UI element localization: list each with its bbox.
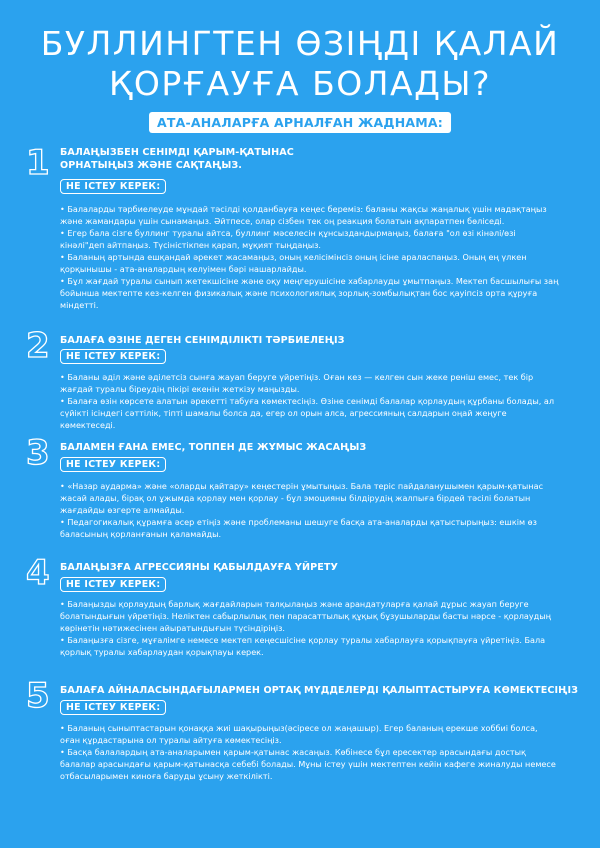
section-heading-line-1: БАЛАҒА ӨЗІНЕ ДЕГЕН СЕНІМДІЛІКТІ ТӘРБИЕЛЕҢІЗ bbox=[60, 335, 345, 346]
what-to-do-tag: НЕ ІСТЕУ КЕРЕК: bbox=[60, 349, 166, 364]
section-heading-line-1: БАЛАҢЫЗҒА АГРЕССИЯНЫ ҚАБЫЛДАУҒА ҮЙРЕТУ bbox=[60, 562, 339, 573]
page-title-line-2: ҚОРҒАУҒА БОЛАДЫ? bbox=[108, 64, 491, 103]
section-heading-line-2: ОРНАТЫҢЫЗ ЖӘНЕ САҚТАҢЫЗ. bbox=[60, 160, 243, 171]
section-heading bbox=[60, 561, 580, 574]
bullet-item: • Бұл жағдай туралы сынып жетекшісіне және оқу меңгерушісіне хабарлауды ұмытпаңыз. Мектеп басшылығы заң бойынша мектепте кез-келген физикалық және психологиялық зорлық-зомбылықтан бос қауіпсіз орта құруға міндетті. bbox=[60, 276, 559, 310]
bullet-item: • Балаға өзін көрсете алатын әрекетті табуға көмектесіңіз. Өзіне сенімді балалар қорлаудың құрбаны болады, ал сүйікті ісіндегі сәттілік, тіпті шамалы болса да, егер ол орын алса, агрессияның салдарын оңай жеңуге көмектеседі. bbox=[60, 396, 555, 430]
bullet-item: • «Назар аударма» және «оларды қайтару» кеңестерін ұмытыңыз. Бала теріс пайдаланушымен қарым-қатынас жасай алады, бірақ ол ұжымда қорлау мен қорлау - бұл эмоцияны білдірудің жалпыға бірдей тәсілі болатын жағдайды өзгерте алмайды. bbox=[60, 481, 544, 515]
bullet-item: • Балаларды тәрбиелеуде мұндай тәсілді қолданбауға кеңес береміз: баланы жақсы жаңалық үшін мадақтаңыз және жамандары үшін сынамаңыз. Әйтпесе, олар сізбен тек оң реакция болатын ақпаратпен бөліседі. bbox=[60, 204, 547, 226]
section-number: 3 bbox=[26, 433, 50, 473]
bullet-item: • Балаңызды қорлаудың барлық жағдайларын талқылаңыз және арандатуларға қалай дұрыс жауап беруге болатындығын үйретіңіз. Неліктен сабырлылық пен парасаттылық құқық бұзушыларды басты нәрсе - қорлаудың көрінетін нәтижесінен айыратындығын түсіндіріңіз. bbox=[60, 599, 551, 633]
section-heading-line-1: БАЛАҢЫЗБЕН СЕНІМДІ ҚАРЫМ-ҚАТЫНАС bbox=[60, 147, 294, 158]
section-heading bbox=[60, 334, 580, 347]
section-number: 1 bbox=[26, 143, 50, 183]
page-title-line-1: БУЛЛИНГТЕН ӨЗІҢДІ ҚАЛАЙ bbox=[40, 24, 560, 63]
page-title bbox=[0, 24, 600, 104]
section-body bbox=[60, 722, 560, 782]
section-body bbox=[60, 203, 560, 311]
bullet-item: • Баланы әділ және әділетсіз сынға жауап беруге үйретіңіз. Оған кез — келген сын жеке реніш емес, тек бір жағдай туралы біреудің пікірі екенін жеткізу маңызды. bbox=[60, 372, 534, 394]
bullet-item: • Баланың артында ешқандай әрекет жасамаңыз, оның келісімінсіз оның ісіне араласпаңыз. Оның ең үлкен қорқынышы - ата-аналардың келуімен бәрі нашарлайды. bbox=[60, 252, 527, 274]
bullet-item: • Егер бала сізге буллинг туралы айтса, буллинг мәселесін құнсыздандырмаңыз, балаға "ол өзі кінәлі/өзі кінәлі"деп айтпаңыз. Түсіністікпен қарап, мұқият тыңдаңыз. bbox=[60, 228, 516, 250]
section-number: 4 bbox=[26, 553, 50, 593]
bullet-item: • Педагогикалық құрамға әсер етіңіз және проблеманы шешуге басқа ата-аналарды қатыстырыңыз: ешкім өз баласының қорланғанын қаламайды. bbox=[60, 517, 537, 539]
section-body bbox=[60, 598, 560, 658]
section-heading-line-1: БАЛАҒА АЙНАЛАСЫНДАҒЫЛАРМЕН ОРТАҚ МҮДДЕЛЕРДІ ҚАЛЫПТАСТЫРУҒА КӨМЕКТЕСІҢІЗ bbox=[60, 685, 579, 696]
section-number: 5 bbox=[26, 676, 50, 716]
section-number: 2 bbox=[26, 326, 50, 366]
bullet-item: • Басқа балалардың ата-аналарымен қарым-қатынас жасаңыз. Көбінесе бұл ересектер арасындағы достық балалар арасындағы қарым-қатынасқа себебі болады. Мұны істеу үшін мектептен кейін кафеге жиналуды немесе отбасыларымен киноға баруды ұсыну жеткілікті. bbox=[60, 747, 556, 781]
subtitle-badge: АТА-АНАЛАРҒА АРНАЛҒАН ЖАДНАМА: bbox=[149, 112, 451, 133]
section-body bbox=[60, 371, 560, 431]
section-heading bbox=[60, 441, 580, 454]
section-heading bbox=[60, 146, 580, 172]
section-heading-line-1: БАЛАМЕН ҒАНА ЕМЕС, ТОППЕН ДЕ ЖҰМЫС ЖАСАҢЫЗ bbox=[60, 442, 367, 453]
section-heading bbox=[60, 684, 580, 697]
what-to-do-tag: НЕ ІСТЕУ КЕРЕК: bbox=[60, 179, 166, 194]
section-body bbox=[60, 480, 560, 540]
what-to-do-tag: НЕ ІСТЕУ КЕРЕК: bbox=[60, 700, 166, 715]
what-to-do-tag: НЕ ІСТЕУ КЕРЕК: bbox=[60, 457, 166, 472]
what-to-do-tag: НЕ ІСТЕУ КЕРЕК: bbox=[60, 577, 166, 592]
bullet-item: • Баланың сыныптастарын қонаққа жиі шақырыңыз(әсіресе ол жаңашыр). Егер баланың ерекше хоббиі болса, оған құрдастарына ол туралы айтуға көмектесіңіз. bbox=[60, 723, 538, 745]
bullet-item: • Балаңызға сізге, мұғалімге немесе мектеп кеңесшісіне қорлау туралы хабарлауға қорықпауға үйретіңіз. Бала қорлық туралы хабарлаудан қорықпауы керек. bbox=[60, 635, 546, 657]
